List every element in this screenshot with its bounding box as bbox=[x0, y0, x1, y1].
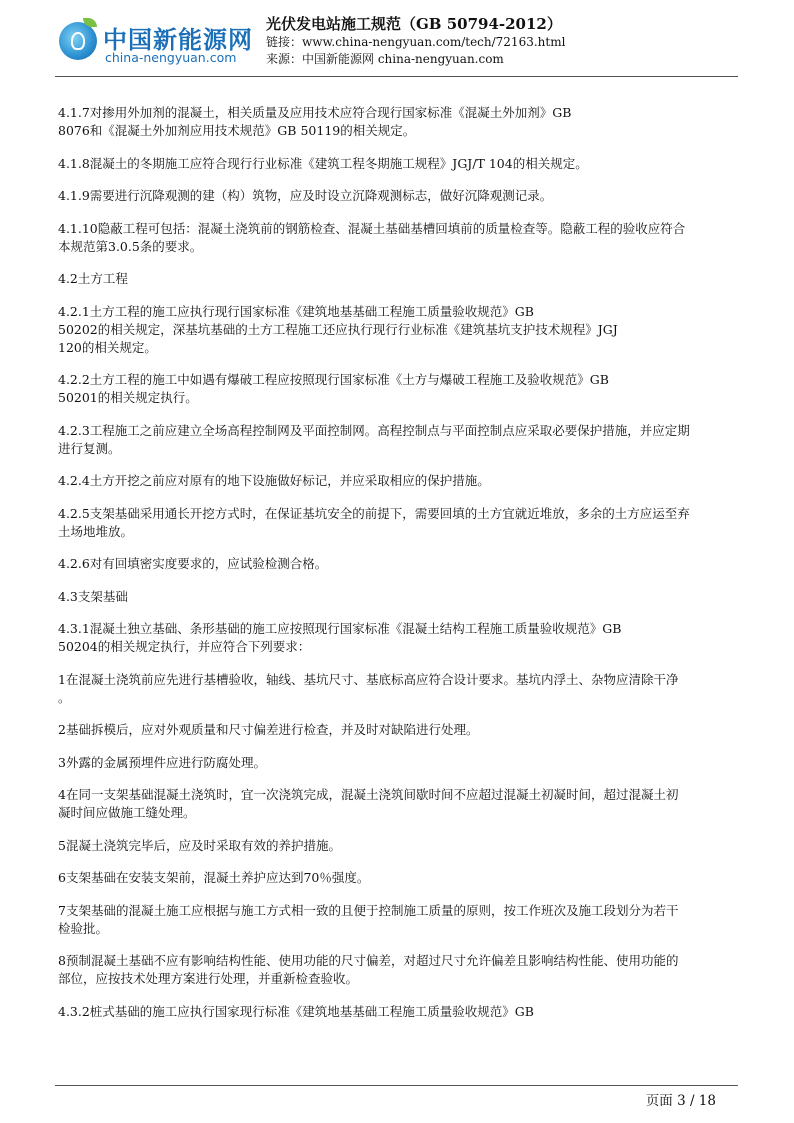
paragraph-line: 4.2.4土方开挖之前应对原有的地下设施做好标记，并应采取相应的保护措施。 bbox=[58, 473, 490, 488]
paragraph-line: 4.3支架基础 bbox=[58, 588, 128, 604]
paragraph bbox=[58, 270, 728, 288]
paragraph bbox=[58, 220, 728, 256]
paragraph bbox=[58, 555, 728, 573]
paragraph-line: 4.1.9需要进行沉降观测的建（构）筑物，应及时设立沉降观测标志，做好沉降观测记录。 bbox=[58, 188, 553, 203]
paragraph bbox=[58, 902, 728, 938]
paragraph bbox=[58, 1003, 728, 1021]
paragraph-line: 本规范第3.0.5条的要求。 bbox=[58, 238, 203, 254]
site-logo[interactable] bbox=[55, 14, 255, 70]
paragraph-line: 进行复测。 bbox=[58, 440, 121, 456]
paragraph-line: 6支架基础在安装支架前，混凝土养护应达到70％强度。 bbox=[58, 870, 370, 885]
paragraph-line: 部位，应按技术处理方案进行处理，并重新检查验收。 bbox=[58, 971, 359, 986]
paragraph-line: 50204的相关规定执行，并应符合下列要求： bbox=[58, 639, 311, 654]
paragraph-line: 4.3.2桩式基础的施工应执行国家现行标准《建筑地基基础工程施工质量验收规范》GB bbox=[58, 1003, 534, 1019]
page-number: 页面 3 / 18 bbox=[645, 1093, 716, 1109]
logo-chinese-text: 中国新能源网 bbox=[103, 26, 253, 54]
paragraph-line: 4.2土方工程 bbox=[58, 271, 128, 286]
footer-divider bbox=[55, 1085, 738, 1086]
paragraph-line: 4.2.6对有回填密实度要求的，应试验检测合格。 bbox=[58, 556, 328, 571]
paragraph-line: 8076和《混凝土外加剂应用技术规范》GB 50119的相关规定。 bbox=[58, 123, 416, 138]
paragraph-line: 5混凝土浇筑完毕后，应及时采取有效的养护措施。 bbox=[58, 837, 341, 853]
paragraph-line: 50201的相关规定执行。 bbox=[58, 390, 198, 405]
paragraph-line: 3外露的金属预埋件应进行防腐处理。 bbox=[58, 754, 266, 770]
paragraph bbox=[58, 104, 728, 140]
paragraph bbox=[58, 472, 728, 490]
paragraph bbox=[58, 786, 728, 822]
paragraph bbox=[58, 671, 728, 707]
paragraph bbox=[58, 721, 728, 739]
paragraph-line: 4.3.1混凝土独立基础、条形基础的施工应按照现行国家标准《混凝土结构工程施工质量验收规范》GB bbox=[58, 621, 622, 636]
document-title: 光伏发电站施工规范（GB 50794-2012） bbox=[266, 15, 562, 33]
paragraph bbox=[58, 371, 728, 407]
paragraph-line: 2基础拆模后，应对外观质量和尺寸偏差进行检查，并及时对缺陷进行处理。 bbox=[58, 722, 479, 737]
paragraph-line: 4.1.8混凝土的冬期施工应符合现行行业标准《建筑工程冬期施工规程》JGJ/T 104的相关规定。 bbox=[58, 155, 588, 171]
paragraph-line: 1在混凝土浇筑前应先进行基槽验收，轴线、基坑尺寸、基底标高应符合设计要求。基坑内浮土、杂物应清除干净 bbox=[58, 671, 679, 687]
paragraph-line: 4.1.7对掺用外加剂的混凝土，相关质量及应用技术应符合现行国家标准《混凝土外加剂》GB bbox=[58, 105, 572, 120]
paragraph-line: 8预制混凝土基础不应有影响结构性能、使用功能的尺寸偏差，对超过尺寸允许偏差且影响结构性能、使用功能的 bbox=[58, 953, 679, 968]
paragraph bbox=[58, 620, 728, 656]
paragraph-line: 7支架基础的混凝土施工应根据与施工方式相一致的且便于控制施工质量的原则，按工作班次及施工段划分为若干 bbox=[58, 902, 679, 918]
paragraph bbox=[58, 505, 728, 541]
paragraph-line: 4.2.2土方工程的施工中如遇有爆破工程应按照现行国家标准《土方与爆破工程施工及验收规范》GB bbox=[58, 372, 609, 387]
paragraph bbox=[58, 869, 728, 887]
paragraph-line: 检验批。 bbox=[58, 920, 109, 936]
paragraph-line: 4.1.10隐蔽工程可包括：混凝土浇筑前的钢筋检查、混凝土基础基槽回填前的质量检查等。隐蔽工程的验收应符合 bbox=[58, 220, 686, 236]
paragraph bbox=[58, 155, 728, 173]
logo-bulb-icon bbox=[71, 32, 85, 50]
document-source: 来源：中国新能源网 china-nengyuan.com bbox=[266, 52, 504, 66]
paragraph bbox=[58, 422, 728, 458]
document-link[interactable]: 链接：www.china-nengyuan.com/tech/72163.html bbox=[266, 35, 566, 49]
paragraph-line: 。 bbox=[58, 689, 71, 705]
paragraph-line: 120的相关规定。 bbox=[58, 339, 157, 355]
paragraph-line: 土场地堆放。 bbox=[58, 523, 134, 539]
paragraph bbox=[58, 588, 728, 606]
paragraph-line: 凝时间应做施工缝处理。 bbox=[58, 805, 196, 820]
page-header bbox=[0, 0, 794, 78]
paragraph-line: 4.2.3工程施工之前应建立全场高程控制网及平面控制网。高程控制点与平面控制点应采取必要保护措施，并应定期 bbox=[58, 422, 690, 438]
header-info bbox=[266, 14, 565, 68]
paragraph bbox=[58, 187, 728, 205]
paragraph-line: 4.2.1土方工程的施工应执行现行国家标准《建筑地基基础工程施工质量验收规范》GB bbox=[58, 303, 534, 319]
logo-english-text: china-nengyuan.com bbox=[105, 50, 237, 65]
paragraph bbox=[58, 952, 728, 988]
paragraph-line: 4.2.5支架基础采用通长开挖方式时，在保证基坑安全的前提下，需要回填的土方宜就近堆放，多余的土方应运至弃 bbox=[58, 505, 690, 521]
paragraph bbox=[58, 754, 728, 772]
paragraph-line: 4在同一支架基础混凝土浇筑时，宜一次浇筑完成，混凝土浇筑间歇时间不应超过混凝土初凝时间，超过混凝土初 bbox=[58, 787, 679, 802]
paragraph-line: 50202的相关规定，深基坑基础的土方工程施工还应执行现行行业标准《建筑基坑支护技术规程》JGJ bbox=[58, 321, 618, 337]
document-body bbox=[58, 104, 728, 1035]
paragraph bbox=[58, 837, 728, 855]
paragraph bbox=[58, 303, 728, 357]
header-divider bbox=[55, 76, 738, 77]
